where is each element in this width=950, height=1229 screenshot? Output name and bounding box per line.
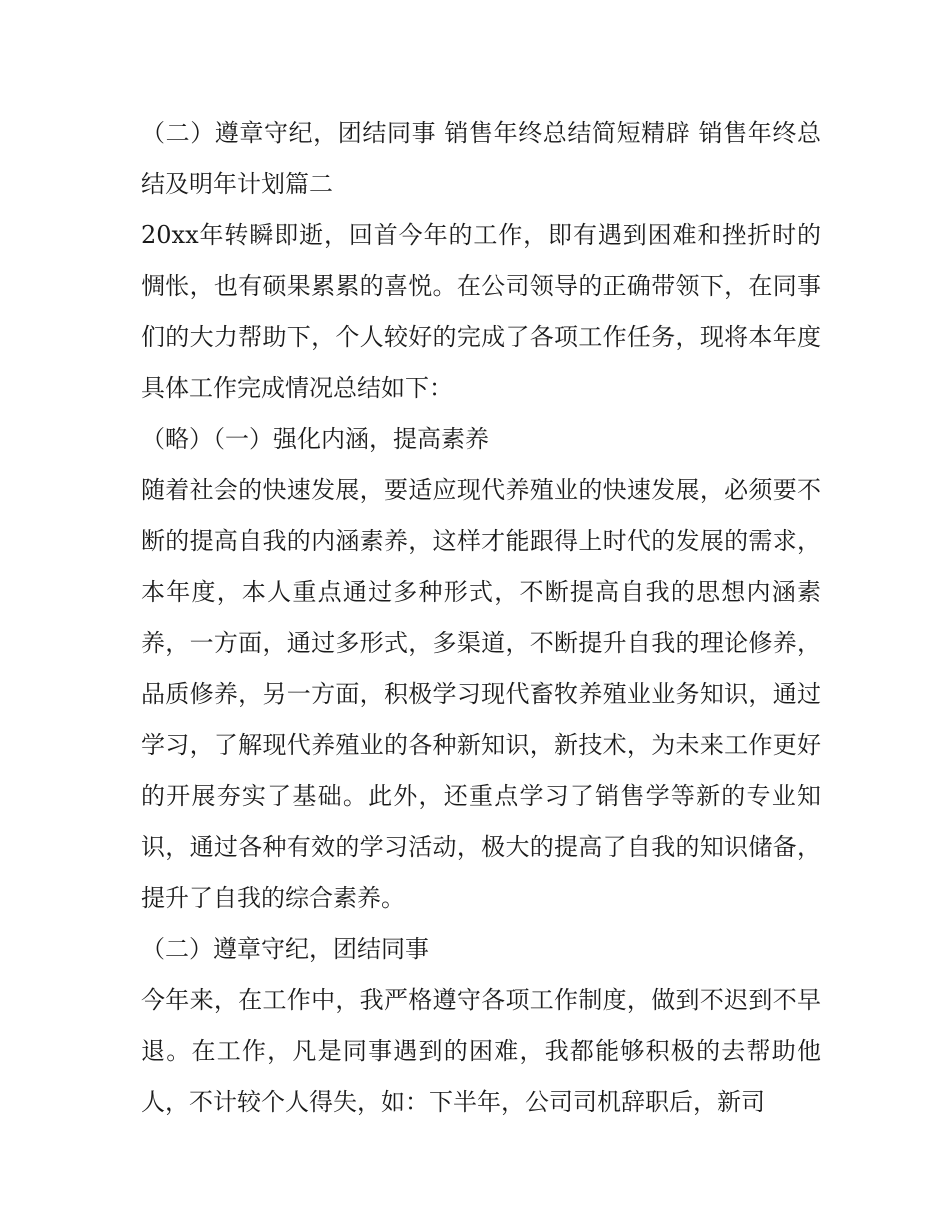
document-body — [141, 108, 821, 1128]
section-body-1: 随着社会的快速发展，要适应现代养殖业的快速发展，必须要不断的提高自我的内涵素养，这样才能跟得上时代的发展的需求，本年度，本人重点通过多种形式，不断提高自我的思想内涵素养，一方面，通过多形式，多渠道，不断提升自我的理论修养，品质修养，另一方面，积极学习现代畜牧养殖业业务知识，通过学习，了解现代养殖业的各种新知识，新技术，为未来工作更好的开展夯实了基础。此外，还重点学习了销售学等新的专业知识，通过各种有效的学习活动，极大的提高了自我的知识储备，提升了自我的综合素养。 — [141, 476, 821, 912]
heading-paragraph: （二）遵章守纪，团结同事 销售年终总结简短精辟 销售年终总结及明年计划篇二 — [141, 119, 821, 198]
section-heading-1: （略）（一）强化内涵，提高素养 — [141, 425, 489, 453]
section-heading-2: （二）遵章守纪，团结同事 — [141, 935, 429, 963]
intro-paragraph: 20xx年转瞬即逝，回首今年的工作，即有遇到困难和挫折时的惆怅，也有硕果累累的喜悦。在公司领导的正确带领下，在同事们的大力帮助下，个人较好的完成了各项工作任务，现将本年度具体工作完成情况总结如下： — [141, 221, 821, 402]
section-body-2: 今年来，在工作中，我严格遵守各项工作制度，做到不迟到不早退。在工作，凡是同事遇到的困难，我都能够积极的去帮助他人，不计较个人得失，如：下半年，公司司机辞职后，新司 — [141, 986, 821, 1116]
